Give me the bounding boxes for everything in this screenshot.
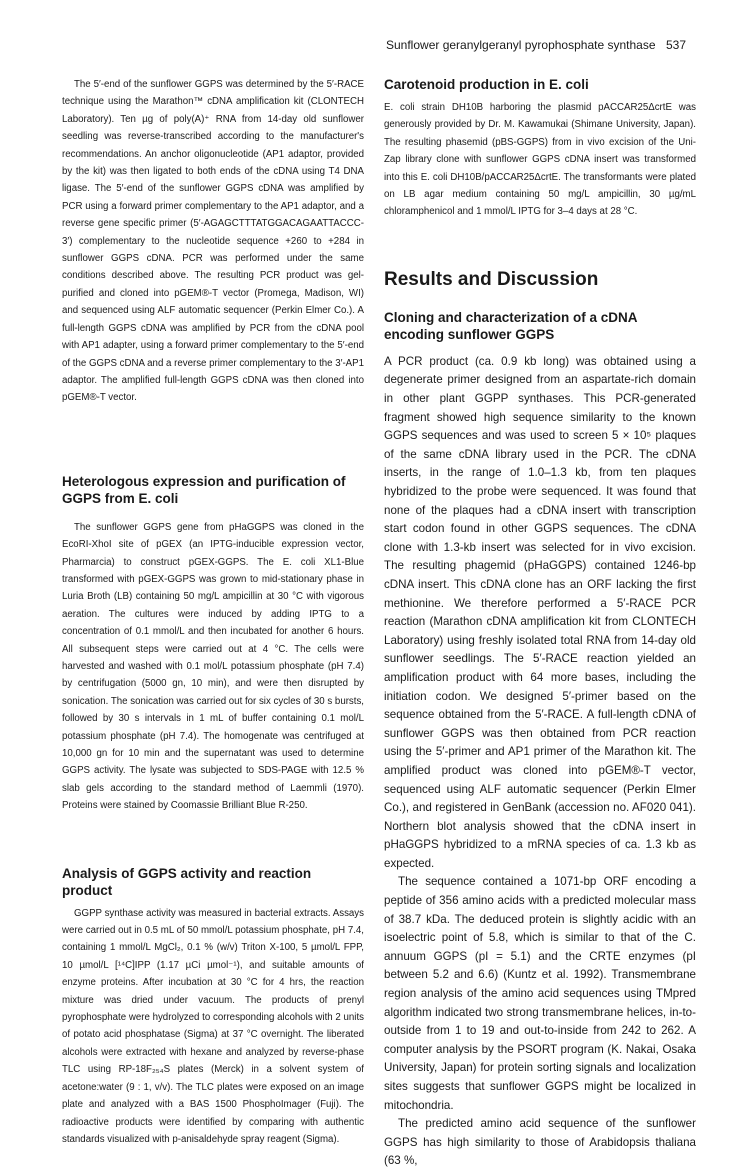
results-cloning-paragraph: A PCR product (ca. 0.9 kb long) was obtained using a degenerate primer designed from an aspartate-rich domain in other plant GGPP synthases. This PCR-generated fragment showed high sequence similarity to the known GGPS sequences and was used to screen 5 × 10⁵ plaques of the same cDNA library used in the PCR. The cDNA inserts, in the range of 1.0–1.3 kb, from ten plaques hybridized to the probe were sequenced. It was found that none of the plaques had a cDNA insert with transcription start codon found in other GGPS sequences. The cDNA clone with 1.3-kb insert was selected for in vivo excision. The resulting phagemid (pHaGGPS) contained 1246-bp cDNA insert. This cDNA clone has an ORF lacking the first methionine. We therefore performed a 5′-RACE PCR reaction (Marathon cDNA amplification kit from CLONTECH Laboratory) using freshly isolated total RNA from 14-day old sunflower seedlings. The 5′-RACE reaction yielded an amplification product with 64 more bases, including the initiation codon. We designed 5′-primer based on the sequence obtained from the 5′-RACE. A full-length cDNA of sunflower GGPS was then obtained from PCR reaction using the 5′-primer and AP1 primer of the Marathon kit. The amplified product was cloned into pGEM®-T vector, sequenced using ALF automatic sequencer (Perkin Elmer Co.), and registered in GenBank (accession no. AF020 041). Northern blot analysis showed that the cDNA insert in pHaGGPS hybridized to a mRNA species of ca. 1.3 kb as expected. (384, 354, 696, 870)
results-heading: Results and Discussion (384, 268, 599, 290)
right-column (384, 76, 696, 1171)
section-heading-carotenoid: Carotenoid production in E. coli (384, 77, 589, 92)
methods-assay-paragraph: GGPP synthase activity was measured in bacterial extracts. Assays were carried out in 0.5 mL of 50 mmol/L potassium phosphate, pH 7.4, containing 1 mmol/L MgCl₂, 0.1 % (w/v) Triton X-100, 5 µmol/L FPP, 10 µmol/L [¹⁴C]IPP (1.17 µCi µmol⁻¹), and suitable amounts of enzyme proteins. After incubation at 30 °C for 4 hrs, the reaction mixture was dried under vacuum. The products of prenyl pyrophosphate were hydrolyzed to corresponding alcohols with 2 units of potato acid phosphatase (Sigma) at 37 °C overnight. The liberated alcohols were extracted with hexane and analyzed by reverse-phase TLC using RP-18F₂₅₄S plates (Merck) in a solvent system of acetone:water (9 : 1, v/v). The TLC plates were exposed on an image plate and analyzed with a BAS 1500 PhosphoImager (Fuji). The radioactive products were identified by comparing with authentic standards visualized with p-anisaldehyde spray reagent (Sigma). (62, 907, 364, 1145)
results-similarity-paragraph: The predicted amino acid sequence of the sunflower GGPS has high similarity to those of Arabidopsis thaliana (63 %, (384, 1117, 696, 1168)
section-heading-expression: Heterologous expression and purification of GGPS from E. coli (62, 473, 346, 506)
left-column (62, 76, 364, 1148)
section-heading-cloning: Cloning and characterization of a cDNA encoding sunflower GGPS (384, 309, 638, 342)
running-title: Sunflower geranylgeranyl pyrophosphate synthase (386, 38, 656, 52)
section-heading-assay: Analysis of GGPS activity and reaction product (62, 865, 312, 898)
page-number: 537 (665, 38, 686, 52)
methods-race-paragraph: The 5′-end of the sunflower GGPS was determined by the 5′-RACE technique using the Marathon™ cDNA amplification kit (CLONTECH Laboratory). Ten µg of poly(A)⁺ RNA from 14-day old sunflower seedling was reverse-transcribed according to the manufacturer's recommendations. An anchor oligonucleotide (AP1 adaptor, provided by the kit) was then ligated to both ends of the cDNA using T4 DNA ligase. The 5′-end of the sunflower GGPS cDNA was amplified by PCR using a forward primer complementary to the AP1 adaptor, and a reverse gene specific primer (5′-AGAGCTTTATGGACAGAATTACCC-3′) complementary to the nucleotide sequence +260 to +284 in sunflower GGPS cDNA. PCR was performed under the same conditions described above. The resulting PCR product was gel-purified and cloned into pGEM®-T vector (Promega, Madison, WI) and sequenced using ALF automatic sequencer (Perkin Elmer Co.). A full-length GGPS cDNA was amplified by PCR from the cDNA pool with AP1 adapter, using a forward primer complementary to the 5′-end of the GGPS cDNA and a reverse primer complementary to the 3′-AP1 adaptor. The amplified full-length GGPS cDNA was then cloned into pGEM®-T vector. (62, 79, 364, 404)
results-sequence-paragraph: The sequence contained a 1071-bp ORF encoding a peptide of 356 amino acids with a predicted molecular mass of 38.7 kDa. The deduced protein is slightly acidic with an isoelectric point of 5.8, which is similar to that of the C. annuum GGPS (pI = 5.1) and the CRTE enzymes (pI between 5.2 and 6.6) (Kuntz et al. 1992). Transmembrane region analysis of the amino acid sequences using TMpred algorithm indicated two strong transmembrane helices, in-to-outside from 1 to 19 and out-to-inside from 242 to 262. A computer analysis by the PSORT program (K. Nakai, Osaka University, Japan) for protein sorting signals and localization sites suggests that sunflower GGPS might be localized in mitochondria. (384, 875, 696, 1112)
methods-expression-paragraph: The sunflower GGPS gene from pHaGGPS was cloned in the EcoRI-XhoI site of pGEX (an IPTG-inducible expression vector, Pharmarcia) to construct pGEX-GGPS. The E. coli XL1-Blue transformed with pGEX-GGPS was grown to mid-stationary phase in Luria Broth (LB) containing 50 mg/L ampicillin at 30 °C with vigorous aeration. The cultures were induced by adding IPTG to a concentration of 0.1 mmol/L and then incubated for another 6 hours. All subsequent steps were carried out at 4 °C. The cells were harvested and washed with 0.1 mol/L potassium phosphate (pH 7.4) by centrifugation (5000 gn, 10 min), and were then disrupted by sonication. The sonication was carried out for six cycles of 30 s bursts, followed by 30 s intervals in 1 mL of buffer containing 0.1 mol/L potassium phosphate (pH 7.4). The homogenate was centrifuged at 10,000 gn for 10 min and the supernatant was used to determine GGPS activity. The lysate was subjected to SDS-PAGE with 12.5 % slab gels according to the standard method of Laemmli (1970). Proteins were stained by Coomassie Brilliant Blue R-250. (62, 521, 364, 812)
methods-carotenoid-paragraph: E. coli strain DH10B harboring the plasmid pACCAR25ΔcrtE was generously provided by Dr. M. Kawamukai (Shimane University, Japan). The resulting phasemid (pBS-GGPS) from in vivo excision of the Uni-Zap library clone with sunflower GGPS cDNA insert was transformed into this E. coli DH10B/pACCAR25ΔcrtE. The transformants were plated on LB agar medium containing 50 mg/L ampicillin, 30 µg/mL chloramphenicol and 1 mmol/L IPTG for 3–4 days at 28 °C. (384, 102, 696, 218)
